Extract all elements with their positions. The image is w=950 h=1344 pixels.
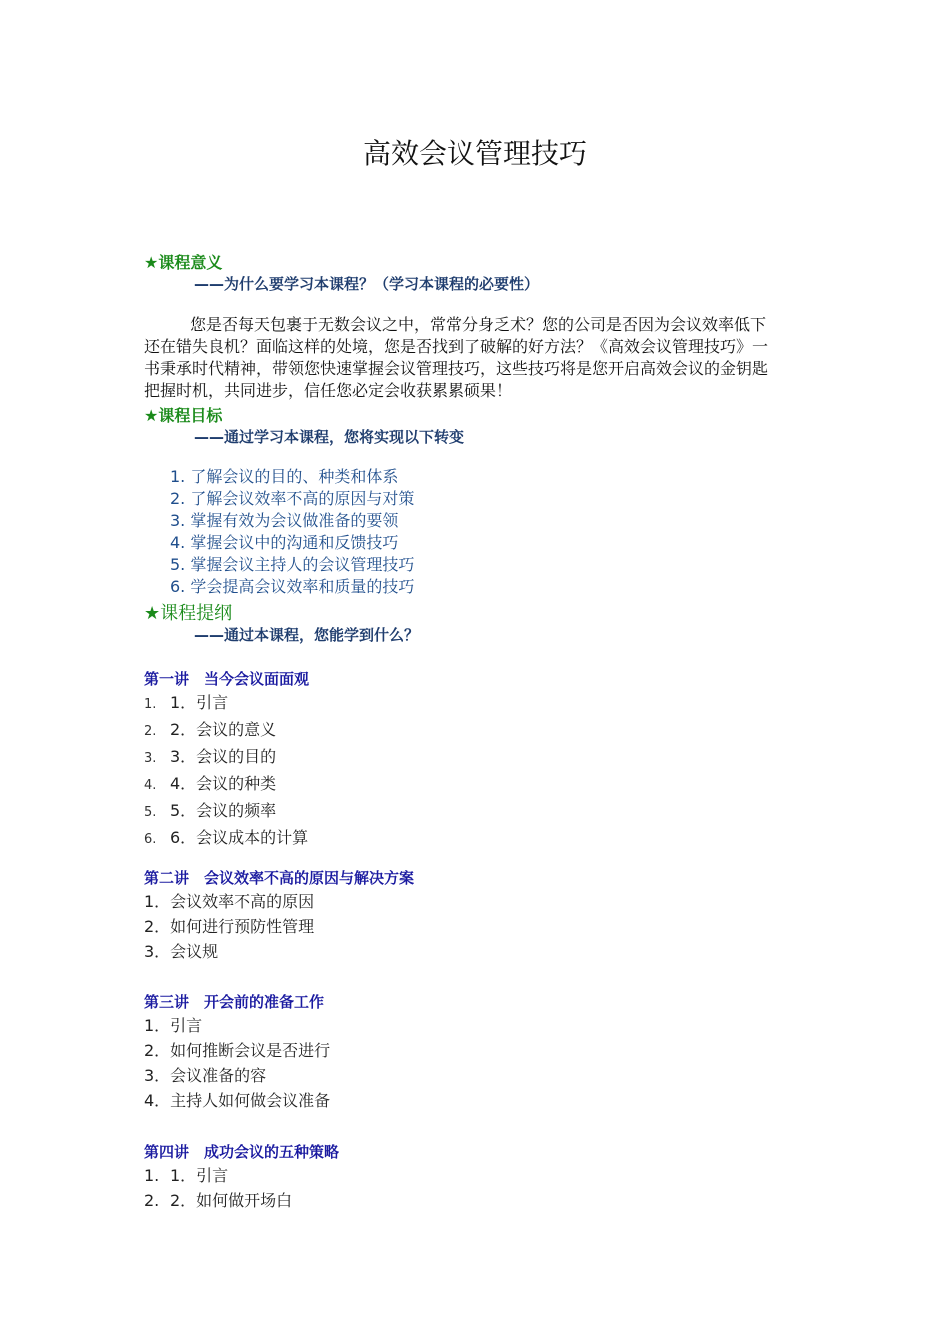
list-item: 5. 掌握会议主持人的会议管理技巧 <box>170 555 415 574</box>
list-item <box>144 690 308 717</box>
list-item: 6. 学会提高会议效率和质量的技巧 <box>170 577 415 596</box>
lecture-1-list <box>144 690 308 852</box>
list-item: 3．会议规 <box>144 942 219 961</box>
lecture-3-title: 第三讲 开会前的准备工作 <box>144 993 325 1011</box>
list-text: 1．引言 <box>170 1166 229 1185</box>
section-course-outline-heading: ★课程提纲 <box>144 603 233 624</box>
list-text: 1．引言 <box>170 693 229 712</box>
lecture-4-list <box>144 1163 292 1213</box>
list-number: 3. <box>144 751 157 766</box>
list-text: 4．会议的种类 <box>170 774 277 793</box>
section-course-significance-heading: ★课程意义 <box>144 253 223 272</box>
list-item <box>144 771 308 798</box>
list-text: 2．如何做开场白 <box>170 1191 293 1210</box>
list-item: 2．如何进行预防性管理 <box>144 917 315 936</box>
list-item <box>144 1163 292 1188</box>
list-item: 3．会议准备的容 <box>144 1066 267 1085</box>
list-number: 1. <box>144 697 157 712</box>
lecture-1-title: 第一讲 当今会议面面观 <box>144 670 310 688</box>
document-title: 高效会议管理技巧 <box>362 137 587 170</box>
list-item <box>144 744 308 771</box>
list-item: 2．如何推断会议是否进行 <box>144 1041 331 1060</box>
list-text: 3．会议的目的 <box>170 747 277 766</box>
list-number: 2. <box>144 1191 160 1210</box>
list-item <box>144 825 308 852</box>
list-text: 6．会议成本的计算 <box>170 828 309 847</box>
intro-paragraph <box>144 314 814 402</box>
list-item <box>144 798 308 825</box>
list-item: 2. 了解会议效率不高的原因与对策 <box>170 489 415 508</box>
lecture-2-list <box>144 889 314 964</box>
list-item <box>144 717 308 744</box>
list-item: 4. 掌握会议中的沟通和反馈技巧 <box>170 533 399 552</box>
list-number: 2. <box>144 724 157 739</box>
list-item: 4．主持人如何做会议准备 <box>144 1091 331 1110</box>
section-course-goals-subheading: ——通过学习本课程，您将实现以下转变 <box>194 428 465 446</box>
section-course-goals-heading: ★课程目标 <box>144 406 223 425</box>
list-number: 6. <box>144 832 157 847</box>
list-text: 5．会议的频率 <box>170 801 277 820</box>
list-item: 3. 掌握有效为会议做准备的要领 <box>170 511 399 530</box>
list-number: 5. <box>144 805 157 820</box>
list-item: 1. 了解会议的目的、种类和体系 <box>170 467 399 486</box>
list-number: 4. <box>144 778 157 793</box>
lecture-3-list <box>144 1013 330 1113</box>
section-course-significance-subheading: ——为什么要学习本课程？（学习本课程的必要性） <box>194 275 540 293</box>
list-text: 2．会议的意义 <box>170 720 277 739</box>
list-item: 1．引言 <box>144 1016 203 1035</box>
intro-line-4: 把握时机，共同进步，信任您必定会收获累累硕果！ <box>144 381 513 400</box>
intro-line-3: 书秉承时代精神，带领您快速掌握会议管理技巧，这些技巧将是您开启高效会议的金钥匙 <box>144 359 769 378</box>
list-item: 1．会议效率不高的原因 <box>144 892 315 911</box>
lecture-4-title: 第四讲 成功会议的五种策略 <box>144 1143 340 1161</box>
intro-line-1: 您是否每天包裹于无数会议之中，常常分身乏术？您的公司是否因为会议效率低下 <box>190 315 767 334</box>
list-item <box>144 1188 292 1213</box>
section-course-outline-subheading: ——通过本课程，您能学到什么？ <box>194 626 420 644</box>
list-number: 1. <box>144 1166 160 1185</box>
lecture-2-title: 第二讲 会议效率不高的原因与解决方案 <box>144 869 415 887</box>
goals-list <box>170 466 414 598</box>
intro-line-2: 还在错失良机？面临这样的处境，您是否找到了破解的好方法？《高效会议管理技巧》一 <box>144 337 769 356</box>
